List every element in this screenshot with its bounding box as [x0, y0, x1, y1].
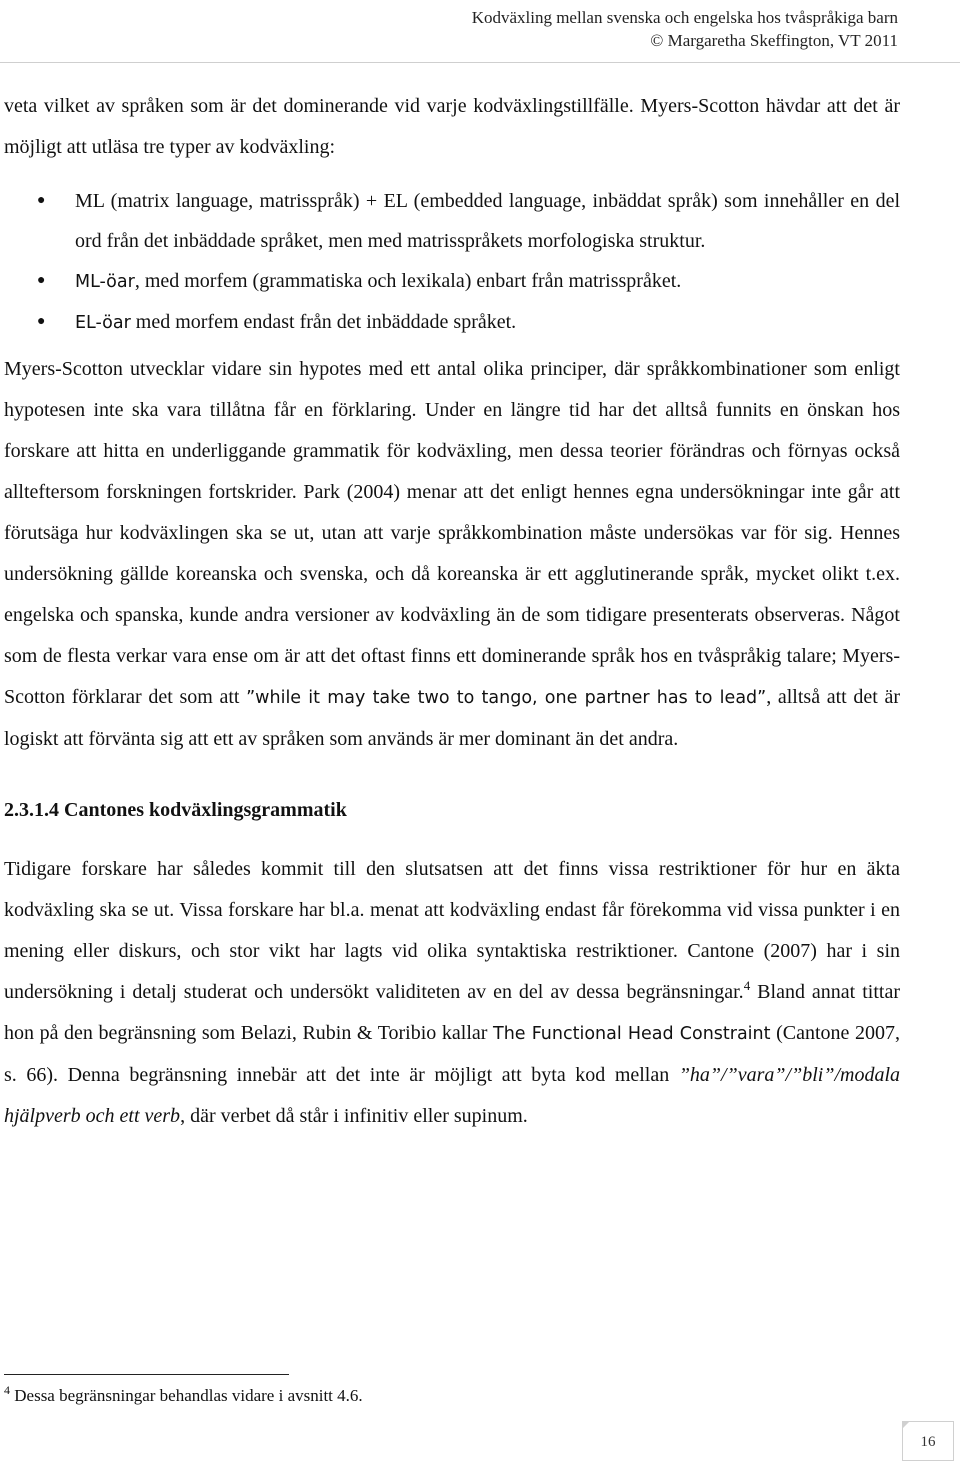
bullet-item-text: ML (matrix language, matrisspråk) + EL (embedded language, inbäddat språk) som innehåller en del ord från det inbäddade språket, men med matrisspråkets morfologiska struktur.: [75, 190, 900, 252]
bullet-item-text: , med morfem (grammatiska och lexikala) enbart från matrisspråket.: [134, 270, 682, 292]
bullet-item-text: med morfem endast från det inbäddade språket.: [130, 311, 517, 333]
paragraph-3-end: , där verbet då står i infinitiv eller supinum.: [180, 1105, 528, 1127]
paragraph-3-italic: ”ha”/”vara”/”bli”/modala hjälpverb och ett verb: [4, 1064, 900, 1127]
footnote-reference[interactable]: 4: [743, 978, 751, 993]
bullet-dot-icon: ●: [37, 314, 46, 329]
page-number: 16: [902, 1421, 954, 1461]
page-body: [4, 86, 900, 1137]
bullet-item-term: EL-öar: [75, 313, 131, 333]
footnote: [4, 1384, 363, 1408]
running-header: [472, 6, 898, 52]
bullet-item-1: [4, 181, 900, 261]
bullet-dot-icon: ●: [37, 193, 46, 208]
footnote-text: Dessa begränsningar behandlas vidare i avsnitt 4.6.: [10, 1386, 363, 1405]
tango-quote: ”while it may take two to tango, one partner has to lead”: [246, 688, 767, 708]
bullet-item-3: [4, 302, 900, 343]
bullet-item-2: [4, 261, 900, 302]
header-divider: [0, 62, 960, 63]
bullet-dot-icon: ●: [37, 273, 46, 288]
footnote-divider: [4, 1374, 289, 1375]
paragraph-3-after-constraint: (Cantone 2007, s. 66). Denna begränsning innebär att det inte är möjligt att byta kod mellan: [4, 1022, 900, 1086]
paragraph-3: [4, 849, 900, 1137]
bullet-list: [4, 181, 900, 343]
paragraph-2: [4, 349, 900, 760]
footnote-number: 4: [4, 1383, 10, 1397]
paragraph-1: veta vilket av språken som är det dominerande vid varje kodväxlingstillfälle. Myers-Scotton hävdar att det är möjligt att utläsa tre typer av kodväxling:: [4, 95, 900, 158]
section-heading: 2.3.1.4 Cantones kodväxlingsgrammatik: [4, 799, 347, 821]
functional-head-constraint: The Functional Head Constraint: [493, 1024, 771, 1044]
header-title: Kodväxling mellan svenska och engelska hos tvåspråkiga barn: [471, 8, 898, 27]
header-author: © Margaretha Skeffington, VT 2011: [650, 31, 898, 50]
paragraph-3-text: Tidigare forskare har således kommit till den slutsatsen att det finns vissa restriktioner för hur en äkta kodväxling ska se ut. Vissa forskare har bl.a. menat att kodväxling endast får förekomma vid vissa punkter i en mening eller diskurs, och stor vikt har lagts vid olika syntaktiska restriktioner. Cantone (2007) har i sin undersökning i detalj studerat och undersökt validiteten av en del av dessa begränsningar.: [4, 858, 900, 1003]
bullet-item-term: ML-öar: [75, 272, 135, 292]
paragraph-3-middle: Bland annat tittar hon på den begränsning som Belazi, Rubin & Toribio kallar: [4, 981, 900, 1044]
paragraph-2-end: , alltså att det är logiskt att förvänta sig att ett av språken som används är mer dominant än det andra.: [4, 686, 901, 750]
paragraph-2-text: Myers-Scotton utvecklar vidare sin hypotes med ett antal olika principer, där språkkombinationer som enligt hypotesen inte ska vara tillåtna får en förklaring. Under en längre tid har det alltså funnits en önskan hos forskare att hitta en underliggande grammatik för kodväxling, men dessa teorier förändras och förnyas också allteftersom forskningen fortskrider. Park (2004) menar att det enligt hennes egna undersökningar inte går att förutsäga hur kodväxlingen ska se ut, utan att varje språkkombination måste undersökas var för sig. Hennes undersökning gällde koreanska och svenska, och då koreanska är ett agglutinerande språk, mycket olikt t.ex. engelska och spanska, kunde andra versioner av kodväxling än de som tidigare presenterats observeras. Något som de flesta verkar vara ense om är att det oftast finns ett dominerande språk hos en tvåspråkig talare; Myers-Scotton förklarar det som att: [4, 358, 900, 708]
